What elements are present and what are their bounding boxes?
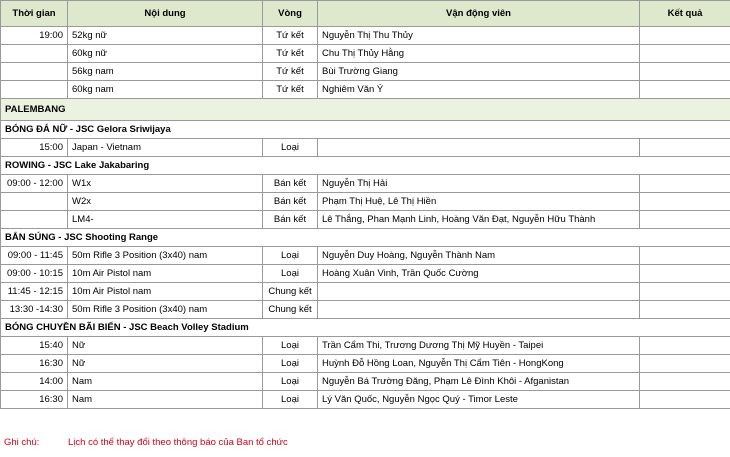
cell-round: Tứ kết	[263, 81, 318, 99]
region-label: PALEMBANG	[1, 99, 730, 121]
cell-result	[640, 355, 730, 373]
table-row	[1, 373, 730, 391]
cell-athletes	[318, 301, 640, 319]
header-result: Kết quả	[640, 1, 730, 27]
cell-result	[640, 337, 730, 355]
cell-round: Bán kết	[263, 175, 318, 193]
footnote-text: Lịch có thể thay đổi theo thông báo của Ban tổ chức	[68, 437, 288, 448]
cell-time: 15:00	[1, 139, 68, 157]
cell-time: 14:00	[1, 373, 68, 391]
table-row	[1, 301, 730, 319]
cell-time: 09:00 - 10:15	[1, 265, 68, 283]
cell-athletes: Chu Thị Thủy Hằng	[318, 45, 640, 63]
cell-content: W1x	[68, 175, 263, 193]
cell-time	[1, 45, 68, 63]
cell-time: 19:00	[1, 27, 68, 45]
cell-round: Loại	[263, 373, 318, 391]
cell-result	[640, 81, 730, 99]
cell-content: 60kg nam	[68, 81, 263, 99]
table-row	[1, 247, 730, 265]
cell-time: 09:00 - 11:45	[1, 247, 68, 265]
table-row	[1, 63, 730, 81]
cell-content: W2x	[68, 193, 263, 211]
table-row	[1, 337, 730, 355]
cell-result	[640, 301, 730, 319]
table-row	[1, 283, 730, 301]
cell-result	[640, 193, 730, 211]
cell-athletes: Huỳnh Đỗ Hồng Loan, Nguyễn Thị Cẩm Tiên - HongKong	[318, 355, 640, 373]
cell-round: Bán kết	[263, 193, 318, 211]
cell-result	[640, 175, 730, 193]
cell-round: Tứ kết	[263, 63, 318, 81]
cell-time: 09:00 - 12:00	[1, 175, 68, 193]
table-row	[1, 355, 730, 373]
cell-time: 16:30	[1, 355, 68, 373]
cell-content: 10m Air Pistol nam	[68, 283, 263, 301]
cell-result	[640, 63, 730, 81]
cell-content: Nữ	[68, 355, 263, 373]
table-row	[1, 45, 730, 63]
cell-athletes	[318, 139, 640, 157]
venue-title-row	[1, 319, 730, 337]
table-row	[1, 211, 730, 229]
cell-result	[640, 283, 730, 301]
table-row	[1, 27, 730, 45]
header-content: Nội dung	[68, 1, 263, 27]
table-row	[1, 265, 730, 283]
cell-content: 56kg nam	[68, 63, 263, 81]
cell-content: 52kg nữ	[68, 27, 263, 45]
cell-result	[640, 247, 730, 265]
cell-athletes: Bùi Trường Giang	[318, 63, 640, 81]
cell-content: 50m Rifle 3 Position (3x40) nam	[68, 301, 263, 319]
cell-round: Tứ kết	[263, 45, 318, 63]
cell-athletes: Nguyễn Thị Hải	[318, 175, 640, 193]
cell-athletes: Nguyễn Bá Trường Đăng, Phạm Lê Đình Khôi - Afganistan	[318, 373, 640, 391]
cell-round: Loại	[263, 337, 318, 355]
cell-content: 10m Air Pistol nam	[68, 265, 263, 283]
cell-round: Loại	[263, 265, 318, 283]
cell-round: Chung kết	[263, 301, 318, 319]
venue-title: BÓNG CHUYỀN BÃI BIỂN - JSC Beach Volley Stadium	[1, 319, 730, 337]
venue-title: ROWING - JSC Lake Jakabaring	[1, 157, 730, 175]
cell-athletes: Hoàng Xuân Vinh, Trần Quốc Cường	[318, 265, 640, 283]
cell-athletes: Nguyễn Duy Hoàng, Nguyễn Thành Nam	[318, 247, 640, 265]
schedule-body	[1, 27, 730, 409]
cell-content: Nam	[68, 391, 263, 409]
cell-athletes: Nguyễn Thị Thu Thủy	[318, 27, 640, 45]
venue-title-row	[1, 229, 730, 247]
cell-athletes: Trần Cẩm Thi, Trương Dương Thị Mỹ Huyền - Taipei	[318, 337, 640, 355]
cell-time	[1, 211, 68, 229]
region-label-row	[1, 99, 730, 121]
table-row	[1, 391, 730, 409]
cell-athletes: Phạm Thị Huệ, Lê Thị Hiền	[318, 193, 640, 211]
venue-title-row	[1, 121, 730, 139]
cell-result	[640, 139, 730, 157]
cell-content: Nữ	[68, 337, 263, 355]
cell-round: Loại	[263, 247, 318, 265]
cell-content: 60kg nữ	[68, 45, 263, 63]
header-round: Vòng	[263, 1, 318, 27]
cell-athletes: Nghiêm Văn Ý	[318, 81, 640, 99]
cell-content: Japan - Vietnam	[68, 139, 263, 157]
header-athletes: Vận động viên	[318, 1, 640, 27]
cell-time	[1, 81, 68, 99]
cell-round: Loại	[263, 139, 318, 157]
cell-athletes: Lý Văn Quốc, Nguyễn Ngọc Quý - Timor Leste	[318, 391, 640, 409]
cell-time: 16:30	[1, 391, 68, 409]
cell-time: 13:30 -14:30	[1, 301, 68, 319]
cell-round: Chung kết	[263, 283, 318, 301]
footnote	[4, 437, 288, 448]
cell-round: Loại	[263, 391, 318, 409]
cell-result	[640, 211, 730, 229]
cell-content: LM4-	[68, 211, 263, 229]
cell-round: Bán kết	[263, 211, 318, 229]
table-row	[1, 193, 730, 211]
cell-athletes: Lê Thắng, Phan Mạnh Linh, Hoàng Văn Đạt, Nguyễn Hữu Thành	[318, 211, 640, 229]
cell-content: Nam	[68, 373, 263, 391]
venue-title: BÓNG ĐÁ NỮ - JSC Gelora Sriwijaya	[1, 121, 730, 139]
cell-result	[640, 391, 730, 409]
header-row	[1, 1, 730, 27]
cell-result	[640, 265, 730, 283]
header-time: Thời gian	[1, 1, 68, 27]
footnote-label: Ghi chú:	[4, 437, 40, 448]
cell-result	[640, 27, 730, 45]
cell-result	[640, 373, 730, 391]
cell-time: 15:40	[1, 337, 68, 355]
table-row	[1, 139, 730, 157]
cell-result	[640, 45, 730, 63]
venue-title-row	[1, 157, 730, 175]
cell-time: 11:45 - 12:15	[1, 283, 68, 301]
cell-time	[1, 63, 68, 81]
venue-title: BẮN SÚNG - JSC Shooting Range	[1, 229, 730, 247]
cell-round: Tứ kết	[263, 27, 318, 45]
cell-athletes	[318, 283, 640, 301]
cell-round: Loại	[263, 355, 318, 373]
cell-content: 50m Rifle 3 Position (3x40) nam	[68, 247, 263, 265]
cell-time	[1, 193, 68, 211]
table-row	[1, 81, 730, 99]
table-row	[1, 175, 730, 193]
